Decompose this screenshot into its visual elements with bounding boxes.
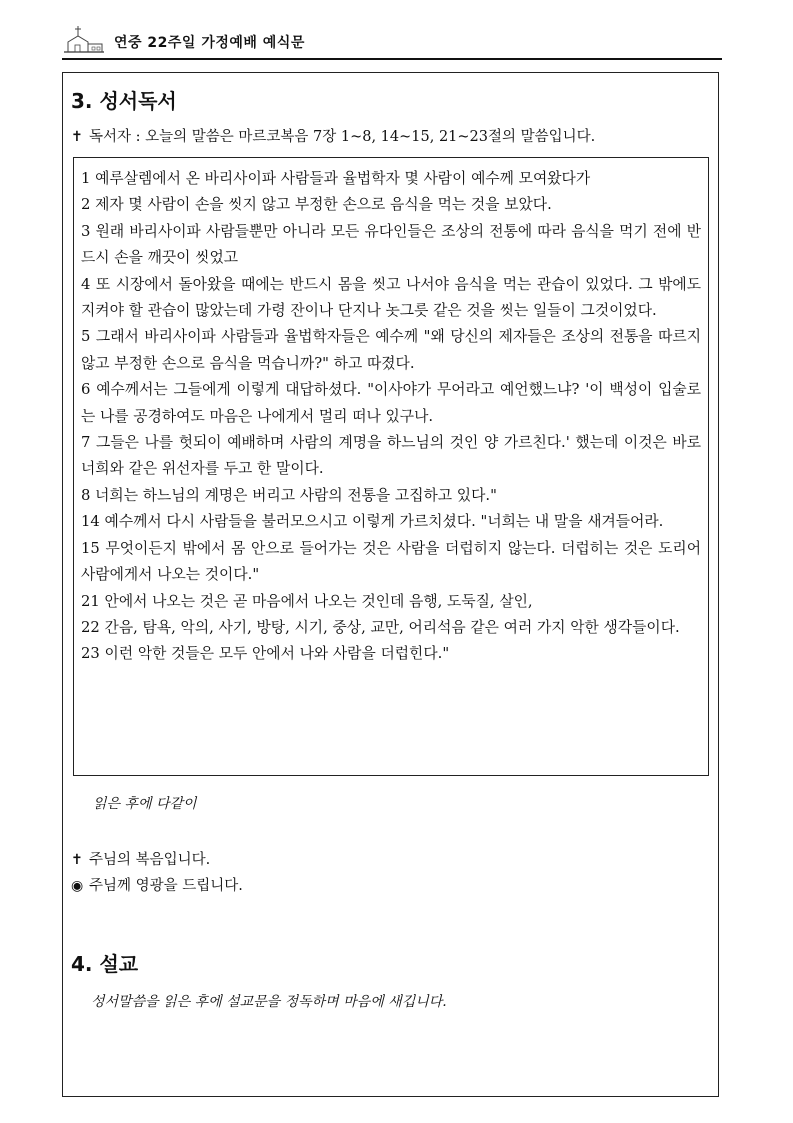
scripture-reading-box	[73, 157, 709, 776]
sermon-instruction: 성서말씀을 읽은 후에 설교문을 정독하며 마음에 새깁니다.	[91, 994, 447, 1010]
after-reading-instruction: 읽은 후에 다같이	[93, 796, 197, 812]
reader-intro-text: 독서자 : 오늘의 말씀은 마르코복음 7장 1~8, 14~15, 21~23절의 말씀입니다.	[89, 129, 596, 145]
verse: 23 이런 악한 것들은 모두 안에서 나와 사람을 더럽힌다."	[81, 645, 450, 663]
verse: 6 예수께서는 그들에게 이렇게 대답하셨다. "이사야가 무어라고 예언했느냐? '이 백성이 입술로는 나를 공경하여도 마음은 나에게서 멀리 떠나 있구나.	[81, 381, 701, 425]
verse: 22 간음, 탐욕, 악의, 사기, 방탕, 시기, 중상, 교만, 어리석음 같은 여러 가지 악한 생각들이다.	[81, 618, 680, 636]
content-frame	[62, 72, 719, 1097]
verse: 5 그래서 바리사이파 사람들과 율법학자들은 예수께 "왜 당신의 제자들은 조상의 전통을 따르지 않고 부정한 손으로 음식을 먹습니까?" 하고 따졌다.	[81, 328, 701, 372]
verse: 8 너희는 하느님의 계명은 버리고 사람의 전통을 고집하고 있다."	[81, 486, 497, 504]
verse: 3 원래 바리사이파 사람들뿐만 아니라 모든 유다인들은 조상의 전통에 따라 음식을 먹기 전에 반드시 손을 깨끗이 씻었고	[81, 222, 701, 267]
bullseye-icon: ◉	[71, 878, 84, 894]
response-line	[71, 874, 243, 895]
cross-icon: ✝	[71, 852, 83, 868]
verse: 15 무엇이든지 밖에서 몸 안으로 들어가는 것은 사람을 더럽히지 않는다. 더럽히는 것은 도리어 사람에게서 나오는 것이다."	[81, 539, 701, 584]
reader-intro-line	[71, 125, 595, 146]
verse: 21 안에서 나오는 것은 곧 마음에서 나오는 것인데 음행, 도둑질, 살인,	[81, 592, 533, 610]
section-4-title: 4. 설교	[71, 952, 139, 976]
page-header	[62, 20, 722, 62]
section-3-title: 3. 성서독서	[71, 89, 177, 113]
verse: 1 예루살렘에서 온 바리사이파 사람들과 율법학자 몇 사람이 예수께 모여왔다가	[81, 170, 591, 187]
church-logo	[62, 22, 106, 56]
header-divider	[62, 58, 722, 60]
verse: 4 또 시장에서 돌아왔을 때에는 반드시 몸을 씻고 나서야 음식을 먹는 관습이 있었다. 그 밖에도 지켜야 할 관습이 많았는데 가령 잔이나 단지나 놋그릇 같은 것을 씻는 일들이 그것이었다.	[81, 275, 701, 320]
verse: 2 제자 몇 사람이 손을 씻지 않고 부정한 손으로 음식을 먹는 것을 보았다.	[81, 196, 552, 214]
document-title: 연중 22주일 가정예배 예식문	[114, 35, 305, 51]
verse: 7 그들은 나를 헛되이 예배하며 사람의 계명을 하느님의 것인 양 가르친다.' 했는데 이것은 바로 너희와 같은 위선자를 두고 한 말이다.	[81, 434, 701, 478]
response-text: 주님께 영광을 드립니다.	[89, 878, 243, 894]
gospel-acclamation-text: 주님의 복음입니다.	[89, 852, 211, 868]
verse: 14 예수께서 다시 사람들을 불러모으시고 이렇게 가르치셨다. "너희는 내 말을 새겨들어라.	[81, 513, 664, 531]
gospel-acclamation-line	[71, 848, 210, 869]
cross-icon: ✝	[71, 129, 83, 145]
